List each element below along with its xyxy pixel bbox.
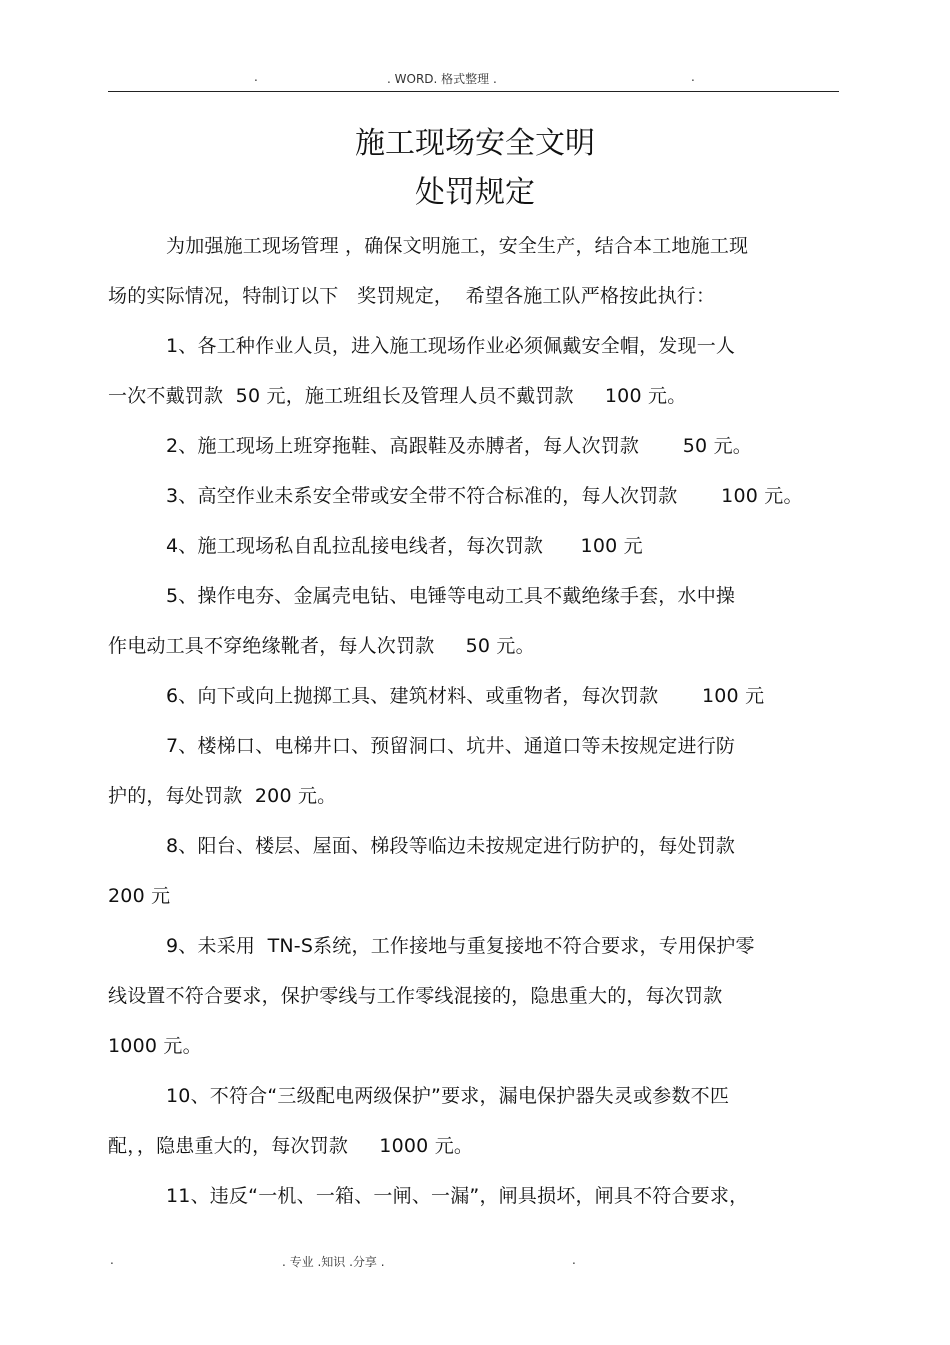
text-line: 护的，每处罚款 200 元。: [108, 785, 337, 807]
text-line: 场的实际情况，特制订以下 奖罚规定， 希望各施工队严格按此执行：: [108, 285, 716, 307]
text-line: 4、施工现场私自乱拉乱接电线者，每次罚款 100 元: [166, 535, 643, 557]
document-title-line1: 施工现场安全文明: [355, 126, 595, 161]
document-body: [108, 221, 843, 1221]
text-line: 配，，隐患重大的，每次罚款 1000 元。: [108, 1135, 474, 1157]
text-line: 1、各工种作业人员，进入施工现场作业必须佩戴安全帽，发现一人: [166, 335, 736, 357]
text-line: 一次不戴罚款 50 元，施工班组长及管理人员不戴罚款 100 元。: [108, 385, 687, 407]
text-line: 3、高空作业未系安全带或安全带不符合标准的，每人次罚款 100 元。: [166, 485, 803, 507]
text-line: 作电动工具不穿绝缘靴者，每人次罚款 50 元。: [108, 635, 535, 657]
text-line: 11、违反“一机、一箱、一闸、一漏”，闸具损坏，闸具不符合要求，: [166, 1185, 749, 1207]
text-line: 6、向下或向上抛掷工具、建筑材料、或重物者，每次罚款 100 元: [166, 685, 765, 707]
header-divider: [108, 91, 839, 92]
page-header: [0, 70, 950, 90]
text-line: 2、施工现场上班穿拖鞋、高跟鞋及赤膊者，每人次罚款 50 元。: [166, 435, 752, 457]
header-center-text: . WORD. 格式整理 .: [387, 72, 497, 86]
text-line: 8、阳台、楼层、屋面、梯段等临边未按规定进行防护的，每处罚款: [166, 835, 736, 857]
text-line: 10、不符合“三级配电两级保护”要求，漏电保护器失灵或参数不匹: [166, 1085, 730, 1107]
header-right-dot: .: [691, 70, 695, 84]
footer-left-dot: .: [110, 1253, 114, 1267]
header-left-dot: .: [254, 70, 258, 84]
text-line: 1000 元。: [108, 1035, 202, 1057]
text-line: 线设置不符合要求，保护零线与工作零线混接的，隐患重大的，每次罚款: [108, 985, 723, 1007]
footer-right-dot: .: [572, 1253, 576, 1267]
text-line: 为加强施工现场管理 ，确保文明施工，安全生产，结合本工地施工现: [166, 235, 749, 257]
text-line: 5、操作电夯、金属壳电钻、电锤等电动工具不戴绝缘手套，水中操: [166, 585, 736, 607]
document-title-line2: 处罚规定: [415, 175, 535, 210]
text-line: 9、未采用 TN-S系统，工作接地与重复接地不符合要求，专用保护零: [166, 935, 755, 957]
text-line: 7、楼梯口、电梯井口、预留洞口、坑井、通道口等未按规定进行防: [166, 735, 736, 757]
footer-center-text: . 专业 .知识 .分享 .: [282, 1255, 385, 1269]
text-line: 200 元: [108, 885, 171, 907]
page-footer: [0, 1253, 950, 1271]
